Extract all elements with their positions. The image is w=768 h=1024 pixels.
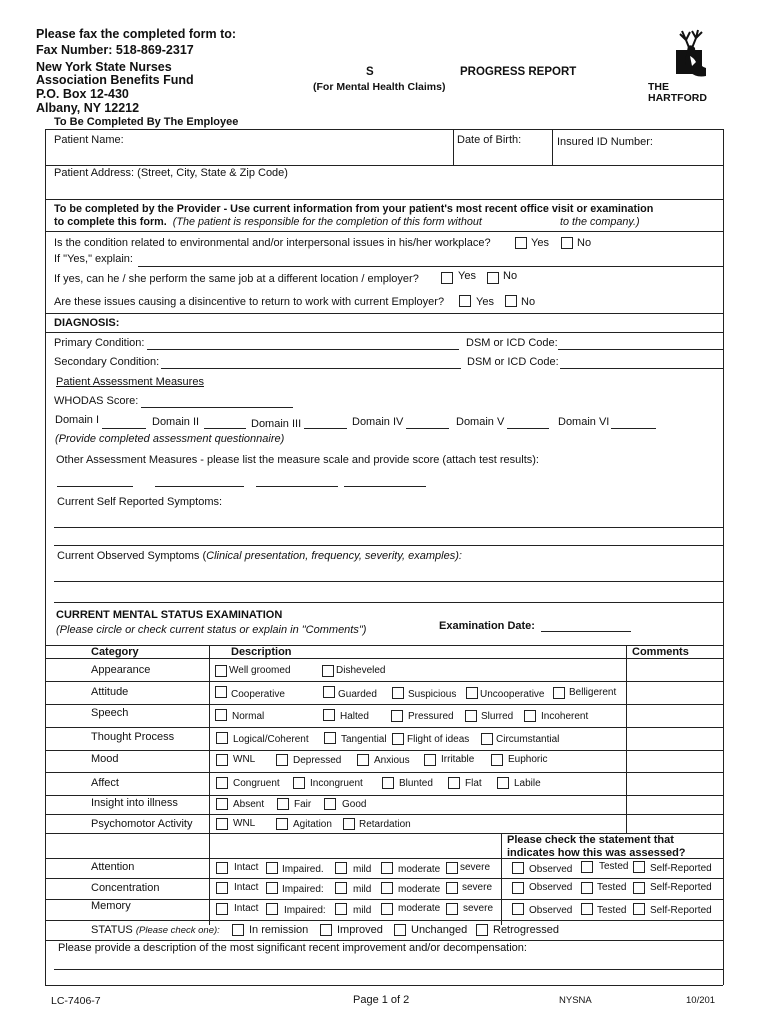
mood-anxious-checkbox[interactable] bbox=[357, 754, 369, 766]
same-job-yes-checkbox[interactable] bbox=[441, 272, 453, 284]
assessment-question-2: indicates how this was assessed? bbox=[507, 847, 686, 859]
attention-opt-label: severe bbox=[460, 862, 491, 873]
attention-moderate-checkbox[interactable] bbox=[381, 862, 393, 874]
other-measure-line-2[interactable] bbox=[155, 486, 244, 487]
attention-assess-label: Observed bbox=[529, 864, 573, 875]
status-retrogressed-label: Retrogressed bbox=[493, 924, 560, 936]
thought-opt-label: Flight of ideas bbox=[407, 734, 470, 745]
row-label-memory: Memory bbox=[91, 900, 131, 912]
observed-line-1[interactable] bbox=[54, 581, 723, 582]
memory-opt-label: mild bbox=[353, 905, 372, 916]
speech-normal-checkbox[interactable] bbox=[215, 709, 227, 721]
col-comments: Comments bbox=[632, 646, 689, 658]
observed-line-2[interactable] bbox=[54, 602, 723, 603]
row-label-appearance: Appearance bbox=[91, 664, 151, 676]
workplace-no-label: No bbox=[577, 237, 592, 249]
patient-name-label: Patient Name: bbox=[54, 134, 124, 146]
attitude-opt-label: Cooperative bbox=[231, 689, 285, 700]
footer-date: 10/201 bbox=[686, 995, 716, 1006]
memory-impaired-checkbox[interactable] bbox=[266, 903, 278, 915]
fax-number: Fax Number: 518-869-2317 bbox=[36, 43, 194, 57]
attention-observed-checkbox[interactable] bbox=[512, 862, 524, 874]
primary-condition-label: Primary Condition: bbox=[54, 337, 145, 349]
other-measure-line-3[interactable] bbox=[256, 486, 338, 487]
appearance-opt-label: Disheveled bbox=[336, 665, 386, 676]
affect-flat-checkbox[interactable] bbox=[448, 777, 460, 789]
concentration-opt-label: severe bbox=[462, 882, 493, 893]
speech-opt-label: Pressured bbox=[408, 711, 454, 722]
psychomotor-opt-label: Agitation bbox=[293, 819, 332, 830]
self-reported-line-1[interactable] bbox=[54, 527, 723, 528]
whodas-line[interactable] bbox=[141, 407, 293, 408]
explain-line[interactable] bbox=[138, 266, 723, 267]
concentration-assess-label: Observed bbox=[529, 882, 573, 893]
psychomotor-opt-label: Retardation bbox=[359, 819, 411, 830]
diagnosis-heading: DIAGNOSIS: bbox=[54, 317, 120, 329]
attitude-cooperative-checkbox[interactable] bbox=[215, 686, 227, 698]
disincentive-yes-checkbox[interactable] bbox=[459, 295, 471, 307]
psychomotor-agitation-checkbox[interactable] bbox=[276, 818, 288, 830]
attention-assess-label: Self-Reported bbox=[650, 863, 712, 874]
domain-1-label: Domain I bbox=[55, 414, 100, 426]
row-label-thought-process: Thought Process bbox=[91, 731, 175, 743]
footer-org: NYSNA bbox=[559, 995, 592, 1006]
concentration-mild-checkbox[interactable] bbox=[335, 882, 347, 894]
insight-fair-checkbox[interactable] bbox=[277, 798, 289, 810]
assessment-question-1: Please check the statement that bbox=[507, 834, 674, 846]
improvement-line[interactable] bbox=[54, 969, 723, 970]
same-job-yes-label: Yes bbox=[458, 270, 476, 282]
mood-opt-label: Euphoric bbox=[508, 754, 548, 765]
org-name-2: Association Benefits Fund bbox=[36, 73, 194, 87]
memory-opt-label: Impaired: bbox=[284, 905, 326, 916]
speech-opt-label: Slurred bbox=[481, 711, 514, 722]
attitude-opt-label: Guarded bbox=[338, 689, 377, 700]
secondary-condition-label: Secondary Condition: bbox=[54, 356, 160, 368]
mood-opt-label: WNL bbox=[233, 754, 256, 765]
workplace-question: Is the condition related to environmental and/or interpersonal issues in his/her workplace? bbox=[54, 237, 491, 249]
concentration-assess-label: Self-Reported bbox=[650, 882, 712, 893]
affect-congruent-checkbox[interactable] bbox=[216, 777, 228, 789]
domain-4-line[interactable] bbox=[406, 428, 449, 429]
row-label-attitude: Attitude bbox=[91, 686, 129, 698]
mse-heading: CURRENT MENTAL STATUS EXAMINATION bbox=[56, 609, 283, 621]
insight-absent-checkbox[interactable] bbox=[216, 798, 228, 810]
disincentive-question: Are these issues causing a disincentive to return to work with current Employer? bbox=[54, 296, 445, 308]
domain-3-line[interactable] bbox=[304, 428, 347, 429]
concentration-opt-label: Intact bbox=[234, 882, 259, 893]
same-job-no-checkbox[interactable] bbox=[487, 272, 499, 284]
status-remission-label: In remission bbox=[249, 924, 309, 936]
row-label-psychomotor: Psychomotor Activity bbox=[91, 818, 193, 830]
thought-opt-label: Circumstantial bbox=[496, 734, 560, 745]
city-state: Albany, NY 12212 bbox=[36, 101, 140, 115]
affect-incongruent-checkbox[interactable] bbox=[293, 777, 305, 789]
domain-3-label: Domain III bbox=[251, 418, 302, 430]
exam-date-label: Examination Date: bbox=[439, 620, 535, 632]
mood-depressed-checkbox[interactable] bbox=[276, 754, 288, 766]
mood-wnl-checkbox[interactable] bbox=[216, 754, 228, 766]
attitude-opt-label: Suspicious bbox=[408, 689, 457, 700]
primary-dsm-line[interactable] bbox=[558, 349, 723, 350]
primary-dsm-label: DSM or ICD Code: bbox=[466, 337, 558, 349]
primary-condition-line[interactable] bbox=[147, 349, 459, 350]
status-improved-label: Improved bbox=[337, 924, 383, 936]
disincentive-no-checkbox[interactable] bbox=[505, 295, 517, 307]
affect-opt-label: Blunted bbox=[399, 778, 433, 789]
attention-assess-label: Tested bbox=[599, 861, 629, 872]
affect-opt-label: Flat bbox=[465, 778, 482, 789]
insight-opt-label: Good bbox=[342, 799, 367, 810]
insight-opt-label: Fair bbox=[294, 799, 312, 810]
provider-intro-3: to the company.) bbox=[560, 216, 640, 228]
mse-instruction: (Please circle or check current status or explain in "Comments") bbox=[56, 624, 367, 636]
workplace-no-checkbox[interactable] bbox=[561, 237, 573, 249]
row-label-attention: Attention bbox=[91, 861, 135, 873]
thought-tangential-checkbox[interactable] bbox=[324, 732, 336, 744]
thought-opt-label: Tangential bbox=[341, 734, 387, 745]
dob-label: Date of Birth: bbox=[457, 134, 522, 146]
fax-instruction: Please fax the completed form to: bbox=[36, 27, 237, 41]
affect-opt-label: Labile bbox=[514, 778, 541, 789]
attention-tested-checkbox[interactable] bbox=[581, 861, 593, 873]
mood-euphoric-checkbox[interactable] bbox=[491, 754, 503, 766]
attention-self-reported-checkbox[interactable] bbox=[633, 861, 645, 873]
concentration-severe-checkbox[interactable] bbox=[446, 882, 458, 894]
col-category: Category bbox=[91, 646, 139, 658]
affect-opt-label: Incongruent bbox=[310, 778, 363, 789]
memory-intact-checkbox[interactable] bbox=[216, 903, 228, 915]
page-number: Page 1 of 2 bbox=[353, 994, 410, 1006]
affect-opt-label: Congruent bbox=[233, 778, 280, 789]
attention-opt-label: moderate bbox=[398, 864, 441, 875]
speech-slurred-checkbox[interactable] bbox=[465, 710, 477, 722]
provider-intro-1: To be completed by the Provider - Use current information from your patient's most recent office visit or examination bbox=[54, 203, 654, 215]
status-label: STATUS (Please check one): bbox=[91, 924, 220, 936]
form-id: LC-7406-7 bbox=[51, 995, 101, 1007]
psychomotor-wnl-checkbox[interactable] bbox=[216, 818, 228, 830]
title-s: S bbox=[366, 66, 374, 78]
status-unchanged-checkbox[interactable] bbox=[394, 924, 406, 936]
memory-opt-label: Intact bbox=[234, 903, 259, 914]
concentration-opt-label: Impaired: bbox=[282, 884, 324, 895]
employee-section-title: To Be Completed By The Employee bbox=[54, 116, 239, 128]
thought-circumstantial-checkbox[interactable] bbox=[481, 733, 493, 745]
appearance-opt-label: Well groomed bbox=[229, 665, 291, 676]
attitude-opt-label: Uncooperative bbox=[480, 689, 545, 700]
domain-2-line[interactable] bbox=[204, 428, 246, 429]
memory-assess-label: Observed bbox=[529, 905, 573, 916]
status-retrogressed-checkbox[interactable] bbox=[476, 924, 488, 936]
disincentive-yes-label: Yes bbox=[476, 296, 494, 308]
secondary-condition-line[interactable] bbox=[161, 368, 461, 369]
memory-moderate-checkbox[interactable] bbox=[381, 903, 393, 915]
row-label-speech: Speech bbox=[91, 707, 129, 719]
speech-halted-checkbox[interactable] bbox=[323, 709, 335, 721]
memory-opt-label: moderate bbox=[398, 903, 441, 914]
memory-tested-checkbox[interactable] bbox=[581, 903, 593, 915]
status-unchanged-label: Unchanged bbox=[411, 924, 468, 936]
status-remission-checkbox[interactable] bbox=[232, 924, 244, 936]
observed-symptoms-label: Current Observed Symptoms (Clinical presentation, frequency, severity, examples): bbox=[57, 550, 462, 562]
mood-opt-label: Anxious bbox=[374, 755, 410, 766]
affect-blunted-checkbox[interactable] bbox=[382, 777, 394, 789]
attention-opt-label: mild bbox=[353, 864, 372, 875]
questionnaire-note: (Provide completed assessment questionnaire) bbox=[55, 433, 285, 445]
domain-1-line[interactable] bbox=[102, 428, 146, 429]
concentration-opt-label: moderate bbox=[398, 884, 441, 895]
concentration-tested-checkbox[interactable] bbox=[581, 882, 593, 894]
memory-self-reported-checkbox[interactable] bbox=[633, 903, 645, 915]
assessment-heading: Patient Assessment Measures bbox=[56, 376, 204, 388]
po-box: P.O. Box 12-430 bbox=[36, 87, 129, 101]
other-measure-line-4[interactable] bbox=[344, 486, 426, 487]
thought-opt-label: Logical/Coherent bbox=[233, 734, 309, 745]
attitude-suspicious-checkbox[interactable] bbox=[392, 687, 404, 699]
row-label-insight: Insight into illness bbox=[91, 797, 178, 809]
attention-opt-label: Impaired. bbox=[282, 864, 324, 875]
memory-assess-label: Tested bbox=[597, 905, 627, 916]
same-job-no-label: No bbox=[503, 270, 518, 282]
concentration-assess-label: Tested bbox=[597, 882, 627, 893]
exam-date-line[interactable] bbox=[541, 631, 631, 632]
concentration-moderate-checkbox[interactable] bbox=[381, 882, 393, 894]
hartford-logo bbox=[648, 26, 724, 106]
attention-opt-label: Intact bbox=[234, 862, 259, 873]
insight-opt-label: Absent bbox=[233, 799, 265, 810]
improvement-label: Please provide a description of the most significant recent improvement and/or decompensation: bbox=[58, 942, 527, 954]
whodas-label: WHODAS Score: bbox=[54, 395, 139, 407]
other-measures-label: Other Assessment Measures - please list the measure scale and provide score (attach test results): bbox=[56, 454, 539, 466]
domain-2-label: Domain II bbox=[152, 416, 200, 428]
insight-good-checkbox[interactable] bbox=[324, 798, 336, 810]
logo-the: THE bbox=[648, 81, 669, 93]
form-subtitle: (For Mental Health Claims) bbox=[313, 81, 446, 93]
patient-address-label: Patient Address: (Street, City, State & Zip Code) bbox=[54, 167, 288, 179]
psychomotor-opt-label: WNL bbox=[233, 818, 256, 829]
attention-intact-checkbox[interactable] bbox=[216, 862, 228, 874]
domain-6-line[interactable] bbox=[611, 428, 656, 429]
attitude-uncooperative-checkbox[interactable] bbox=[466, 687, 478, 699]
explain-label: If "Yes," explain: bbox=[54, 253, 133, 265]
mood-opt-label: Depressed bbox=[293, 755, 342, 766]
workplace-yes-label: Yes bbox=[531, 237, 549, 249]
thought-flight-checkbox[interactable] bbox=[392, 733, 404, 745]
secondary-dsm-label: DSM or ICD Code: bbox=[467, 356, 559, 368]
memory-observed-checkbox[interactable] bbox=[512, 903, 524, 915]
speech-opt-label: Normal bbox=[232, 711, 265, 722]
secondary-dsm-line[interactable] bbox=[560, 368, 723, 369]
row-label-affect: Affect bbox=[91, 777, 119, 789]
org-name-1: New York State Nurses bbox=[36, 60, 172, 74]
attention-impaired-checkbox[interactable] bbox=[266, 862, 278, 874]
row-label-concentration: Concentration bbox=[91, 882, 160, 894]
attitude-opt-label: Belligerent bbox=[569, 687, 617, 698]
stag-icon bbox=[662, 26, 724, 86]
form-title: PROGRESS REPORT bbox=[460, 66, 577, 78]
mood-irritable-checkbox[interactable] bbox=[424, 754, 436, 766]
same-job-question: If yes, can he / she perform the same job at a different location / employer? bbox=[54, 273, 419, 285]
memory-mild-checkbox[interactable] bbox=[335, 903, 347, 915]
speech-incoherent-checkbox[interactable] bbox=[524, 710, 536, 722]
concentration-opt-label: mild bbox=[353, 884, 372, 895]
memory-severe-checkbox[interactable] bbox=[446, 903, 458, 915]
attitude-belligerent-checkbox[interactable] bbox=[553, 687, 565, 699]
speech-opt-label: Incoherent bbox=[541, 711, 589, 722]
speech-pressured-checkbox[interactable] bbox=[391, 710, 403, 722]
memory-assess-label: Self-Reported bbox=[650, 905, 712, 916]
logo-hartford: HARTFORD bbox=[648, 92, 707, 104]
row-label-mood: Mood bbox=[91, 753, 119, 765]
attitude-guarded-checkbox[interactable] bbox=[323, 686, 335, 698]
insured-id-label: Insured ID Number: bbox=[557, 136, 653, 148]
appearance-well-groomed-checkbox[interactable] bbox=[215, 665, 227, 677]
self-reported-line-2[interactable] bbox=[54, 545, 723, 546]
mood-opt-label: Irritable bbox=[441, 754, 475, 765]
provider-intro-2: to complete this form. (The patient is responsible for the completion of this form without bbox=[54, 216, 482, 228]
concentration-impaired-checkbox[interactable] bbox=[266, 882, 278, 894]
domain-5-label: Domain V bbox=[456, 416, 505, 428]
concentration-intact-checkbox[interactable] bbox=[216, 882, 228, 894]
disincentive-no-label: No bbox=[521, 296, 536, 308]
appearance-disheveled-checkbox[interactable] bbox=[322, 665, 334, 677]
psychomotor-retardation-checkbox[interactable] bbox=[343, 818, 355, 830]
speech-opt-label: Halted bbox=[340, 711, 369, 722]
domain-5-line[interactable] bbox=[507, 428, 549, 429]
domain-4-label: Domain IV bbox=[352, 416, 404, 428]
other-measure-line-1[interactable] bbox=[57, 486, 133, 487]
workplace-yes-checkbox[interactable] bbox=[515, 237, 527, 249]
concentration-self-reported-checkbox[interactable] bbox=[633, 882, 645, 894]
concentration-observed-checkbox[interactable] bbox=[512, 882, 524, 894]
col-description: Description bbox=[231, 646, 292, 658]
attention-severe-checkbox[interactable] bbox=[446, 862, 458, 874]
domain-6-label: Domain VI bbox=[558, 416, 610, 428]
affect-labile-checkbox[interactable] bbox=[497, 777, 509, 789]
status-improved-checkbox[interactable] bbox=[320, 924, 332, 936]
self-reported-label: Current Self Reported Symptoms: bbox=[57, 496, 223, 508]
thought-logical-checkbox[interactable] bbox=[216, 732, 228, 744]
memory-opt-label: severe bbox=[463, 903, 494, 914]
attention-mild-checkbox[interactable] bbox=[335, 862, 347, 874]
